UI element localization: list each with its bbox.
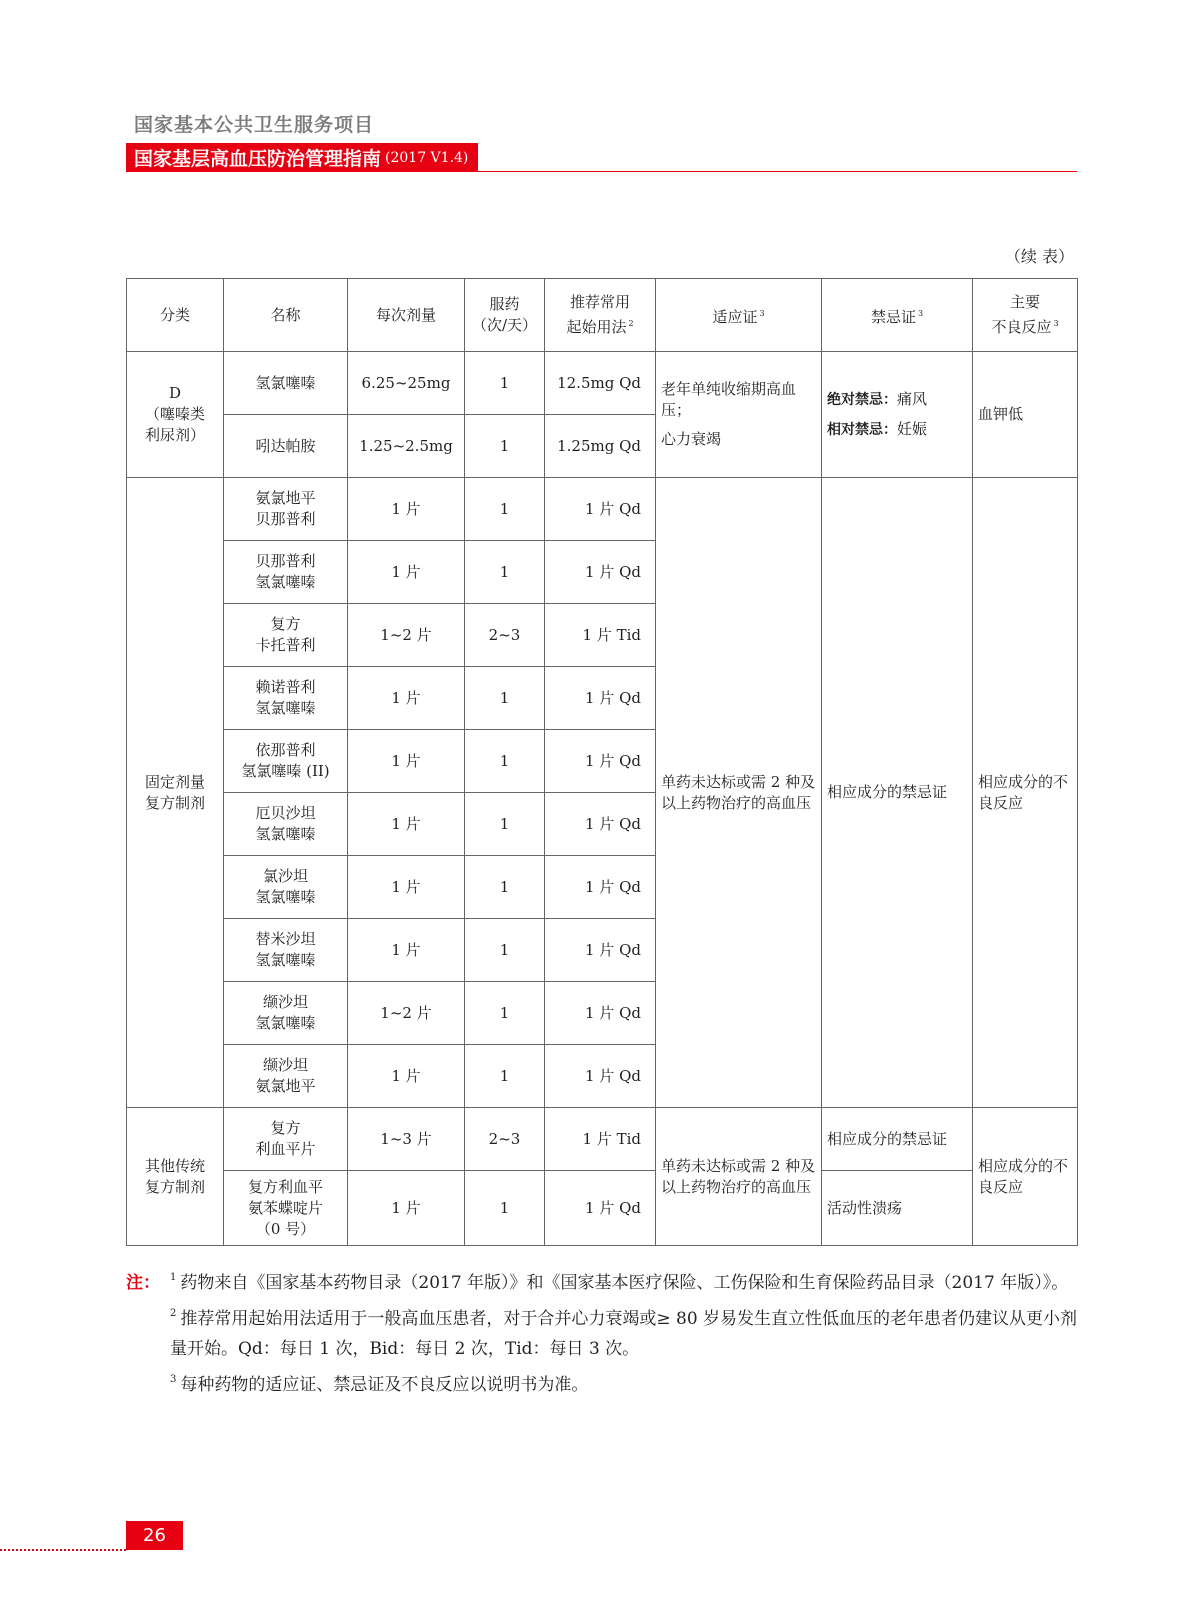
footnote-number: 2: [170, 1308, 177, 1319]
dotted-rule: [0, 1549, 126, 1551]
header-contraindication: 禁忌证 $^3$: [822, 279, 973, 352]
drug-dose: 6.25~25mg: [348, 352, 465, 415]
drug-frequency: 1: [465, 919, 545, 982]
drug-dose: 1~2 片: [348, 604, 465, 667]
drug-name: 缬沙坦 氢氯噻嗪: [224, 982, 348, 1045]
drug-start: 1 片 Qd: [545, 1171, 656, 1246]
footnote-number: 3: [170, 1374, 177, 1385]
guide-title-band: [126, 143, 478, 172]
header-divider: [126, 171, 1077, 172]
contraindication-fixed: 相应成分的禁忌证: [822, 478, 973, 1108]
drug-name: 氨氯地平 贝那普利: [224, 478, 348, 541]
footnote-item: [126, 1304, 1086, 1364]
drug-start: 1 片 Qd: [545, 919, 656, 982]
footnote-text: 药物来自《国家基本药物目录（2017 年版）》和《国家基本医疗保险、工伤保险和生育保险药品目录（2017 年版）》。: [180, 1273, 1069, 1293]
drug-dose: 1 片: [348, 856, 465, 919]
drug-dose: 1 片: [348, 541, 465, 604]
continued-label: （续 表）: [1004, 247, 1074, 266]
header-name: 名称: [224, 279, 348, 352]
footnote-ref: 3: [917, 308, 924, 318]
footnote-item: [126, 1268, 1086, 1298]
drug-dose: 1.25~2.5mg: [348, 415, 465, 478]
drug-dose: 1 片: [348, 478, 465, 541]
drug-start: 1 片 Tid: [545, 604, 656, 667]
drug-frequency: 1: [465, 667, 545, 730]
adverse-other: 相应成分的不良反应: [973, 1108, 1078, 1246]
contraindication-d: 绝对禁忌：痛风 相对禁忌：妊娠: [822, 352, 973, 478]
category-other: 其他传统 复方制剂: [127, 1108, 224, 1246]
drug-name: 复方 卡托普利: [224, 604, 348, 667]
adverse-fixed: 相应成分的不良反应: [973, 478, 1078, 1108]
drug-name: 复方利血平 氨苯蝶啶片 （0 号）: [224, 1171, 348, 1246]
drug-start: 1 片 Qd: [545, 856, 656, 919]
table-row: [127, 1108, 1078, 1171]
drug-name: 厄贝沙坦 氢氯噻嗪: [224, 793, 348, 856]
header-dose: 每次剂量: [348, 279, 465, 352]
table-row: [127, 1171, 1078, 1246]
drug-frequency: 2~3: [465, 1108, 545, 1171]
drug-name: 氯沙坦 氢氯噻嗪: [224, 856, 348, 919]
table-row: [127, 352, 1078, 415]
footnote-label: 注：: [126, 1273, 160, 1293]
drug-frequency: 1: [465, 793, 545, 856]
footnote-ref: 2: [628, 319, 634, 328]
drug-name: 复方 利血平片: [224, 1108, 348, 1171]
drug-name: 替米沙坦 氢氯噻嗪: [224, 919, 348, 982]
drug-table: [126, 278, 1078, 1246]
guide-title: 国家基层高血压防治管理指南: [134, 148, 382, 170]
drug-dose: 1 片: [348, 730, 465, 793]
drug-name: 氢氯噻嗪: [224, 352, 348, 415]
drug-dose: 1~2 片: [348, 982, 465, 1045]
drug-start: 1 片 Qd: [545, 730, 656, 793]
drug-name: 依那普利 氢氯噻嗪 (II): [224, 730, 348, 793]
drug-start: 1.25mg Qd: [545, 415, 656, 478]
drug-frequency: 1: [465, 730, 545, 793]
drug-frequency: 1: [465, 541, 545, 604]
table-header-row: [127, 279, 1078, 352]
header-frequency-line2: （次/天）: [471, 316, 538, 334]
indication-fixed: 单药未达标或需 2 种及以上药物治疗的高血压: [656, 478, 822, 1108]
header-start-line2: 起始用法: [566, 318, 627, 336]
drug-dose: 1 片: [348, 1045, 465, 1108]
drug-frequency: 1: [465, 415, 545, 478]
drug-name: 缬沙坦 氨氯地平: [224, 1045, 348, 1108]
drug-name: 贝那普利 氢氯噻嗪: [224, 541, 348, 604]
footnote-ref: 3: [1053, 319, 1059, 328]
drug-dose: 1 片: [348, 1171, 465, 1246]
header-adverse-line1: 主要: [1009, 293, 1040, 311]
footnote-text: 每种药物的适应证、禁忌证及不良反应以说明书为准。: [180, 1375, 589, 1395]
header-adverse-line2: 不良反应: [991, 318, 1052, 336]
table-row: [127, 478, 1078, 541]
drug-name: 赖诺普利 氢氯噻嗪: [224, 667, 348, 730]
footnotes: [126, 1268, 1086, 1400]
header-start-dose: [545, 279, 656, 352]
header-frequency: [465, 279, 545, 352]
page-number: 26: [126, 1521, 183, 1550]
header-frequency-line1: 服药: [489, 295, 520, 313]
drug-start: 1 片 Tid: [545, 1108, 656, 1171]
drug-start: 1 片 Qd: [545, 982, 656, 1045]
drug-frequency: 1: [465, 352, 545, 415]
header-category: 分类: [127, 279, 224, 352]
drug-frequency: 1: [465, 1045, 545, 1108]
drug-start: 1 片 Qd: [545, 793, 656, 856]
drug-dose: 1~3 片: [348, 1108, 465, 1171]
project-title: 国家基本公共卫生服务项目: [134, 114, 375, 136]
drug-dose: 1 片: [348, 919, 465, 982]
adverse-d: 血钾低: [973, 352, 1078, 478]
drug-frequency: 1: [465, 856, 545, 919]
drug-start: 1 片 Qd: [545, 1045, 656, 1108]
category-d: D （噻嗪类 利尿剂）: [127, 352, 224, 478]
footnote-item: [126, 1370, 1086, 1400]
drug-frequency: 2~3: [465, 604, 545, 667]
drug-start: 12.5mg Qd: [545, 352, 656, 415]
contraindication-other: 相应成分的禁忌证: [822, 1108, 973, 1171]
footnote-number: 1: [170, 1272, 177, 1283]
indication-d: 老年单纯收缩期高血压； 心力衰竭: [656, 352, 822, 478]
indication-other: 单药未达标或需 2 种及以上药物治疗的高血压: [656, 1108, 822, 1246]
guide-version: (2017 V1.4): [385, 149, 469, 166]
footnote-ref: 3: [759, 308, 765, 318]
drug-dose: 1 片: [348, 793, 465, 856]
drug-start: 1 片 Qd: [545, 541, 656, 604]
drug-start: 1 片 Qd: [545, 667, 656, 730]
drug-start: 1 片 Qd: [545, 478, 656, 541]
drug-name: 吲达帕胺: [224, 415, 348, 478]
category-fixed: 固定剂量 复方制剂: [127, 478, 224, 1108]
drug-dose: 1 片: [348, 667, 465, 730]
contraindication-other: 活动性溃疡: [822, 1171, 973, 1246]
header-adverse: [973, 279, 1078, 352]
header-indication: 适应证 $^3$: [656, 279, 822, 352]
footnote-text: 推荐常用起始用法适用于一般高血压患者，对于合并心力衰竭或≥ 80 岁易发生直立性低血压的老年患者仍建议从更小剂量开始。Qd：每日 1 次，Bid：每日 2 次，Tid：每日 3 次。: [170, 1309, 1078, 1359]
drug-frequency: 1: [465, 478, 545, 541]
drug-frequency: 1: [465, 1171, 545, 1246]
drug-frequency: 1: [465, 982, 545, 1045]
header-start-line1: 推荐常用: [569, 293, 630, 311]
